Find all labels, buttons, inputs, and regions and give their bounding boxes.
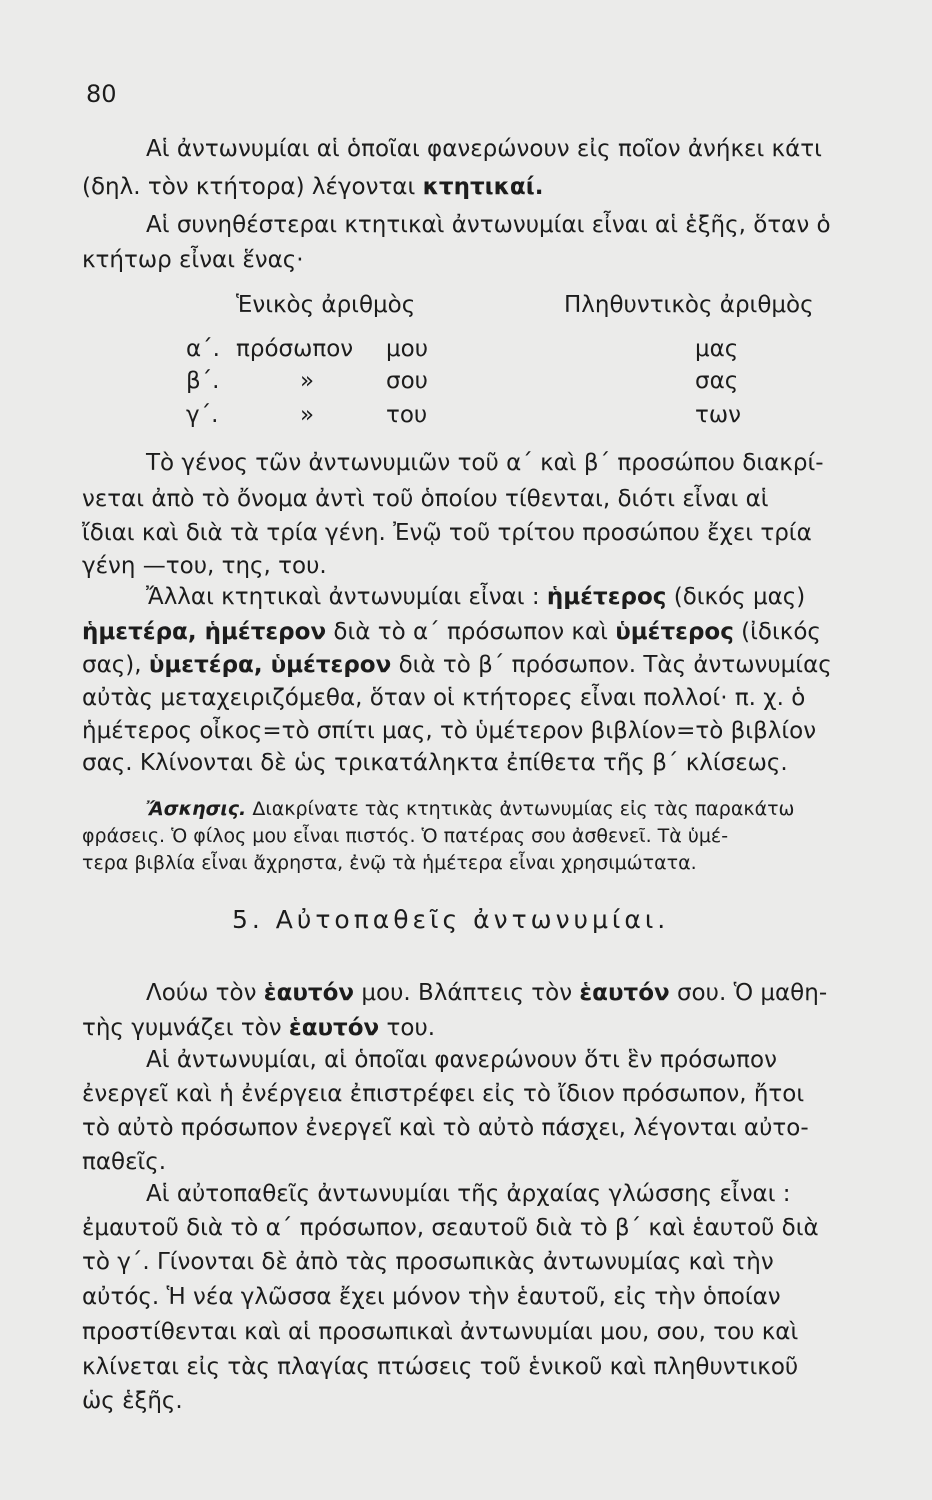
exercise-line: τερα βιβλία εἶναι ἄχρηστα, ἐνῷ τὰ ἡμέτερα εἶναι χρησιμώτατα. xyxy=(82,852,697,874)
text-span: (ἰδικός xyxy=(741,619,821,645)
text-span: του. xyxy=(386,1015,436,1041)
text-line: ἐνεργεῖ καὶ ἡ ἐνέργεια ἐπιστρέφει εἰς τὸ ἴδιον πρόσωπον, ἤτοι xyxy=(82,1081,805,1107)
text-line: τὸ γ΄. Γίνονται δὲ ἀπὸ τὰς προσωπικὰς ἀντωνυμίας καὶ τὴν xyxy=(82,1249,774,1275)
text-line: παθεῖς. xyxy=(82,1149,167,1175)
bold-term: ὑμέτερος xyxy=(615,619,734,645)
table-head-singular: Ἑνικὸς ἀριθμὸς xyxy=(236,292,416,318)
bold-term: ἑαυτόν xyxy=(288,1015,380,1041)
table-row-plural: μας xyxy=(695,336,739,362)
table-row-word: » xyxy=(300,402,315,428)
text-line: ἐμαυτοῦ διὰ τὸ α΄ πρόσωπον, σεαυτοῦ διὰ τὸ β΄ καὶ ἑαυτοῦ διὰ xyxy=(82,1215,819,1241)
table-row-num: β΄. xyxy=(186,368,220,394)
bold-term: ἑαυτόν xyxy=(263,980,355,1006)
text-line xyxy=(146,582,805,612)
text-line: προστίθενται καὶ αἱ προσωπικαὶ ἀντωνυμίαι μου, σου, του καὶ xyxy=(82,1319,799,1345)
text-line: αὐτός. Ἡ νέα γλῶσσα ἔχει μόνον τὴν ἑαυτοῦ, εἰς τὴν ὁποίαν xyxy=(82,1284,781,1310)
text-line: νεται ἀπὸ τὸ ὄνομα ἀντὶ τοῦ ὁποίου τίθενται, διότι εἶναι αἱ xyxy=(82,486,769,512)
text-span: (δηλ. τὸν κτήτορα) λέγονται xyxy=(82,174,416,200)
text-line: Τὸ γένος τῶν ἀντωνυμιῶν τοῦ α΄ καὶ β΄ προσώπου διακρί- xyxy=(146,450,824,476)
text-line: κτήτωρ εἶναι ἕνας· xyxy=(82,247,304,273)
text-span: μου. Βλάπτεις τὸν xyxy=(361,980,573,1006)
text-span: τὴς γυμνάζει τὸν xyxy=(82,1015,282,1041)
text-line: Αἱ ἀντωνυμίαι, αἱ ὁποῖαι φανερώνουν ὅτι ἓν πρόσωπον xyxy=(146,1047,777,1073)
exercise-line: φράσεις. Ὁ φίλος μου εἶναι πιστός. Ὁ πατέρας σου ἀσθενεῖ. Τὰ ὑμέ- xyxy=(82,825,729,847)
text-line: σας. Κλίνονται δὲ ὡς τρικατάληκτα ἐπίθετα τῆς β΄ κλίσεως. xyxy=(82,750,788,776)
table-row-singular: σου xyxy=(386,368,428,394)
exercise-label: Ἄσκησις. xyxy=(146,798,247,820)
text-line: κλίνεται εἰς τὰς πλαγίας πτώσεις τοῦ ἑνικοῦ καὶ πληθυντικοῦ xyxy=(82,1354,799,1380)
text-span: Λούω τὸν xyxy=(146,980,257,1006)
text-line xyxy=(82,650,832,680)
text-line: ἡμέτερος οἶκος=τὸ σπίτι μας, τὸ ὑμέτερον βιβλίον=τὸ βιβλίον xyxy=(82,718,817,744)
text-span: διὰ τὸ α΄ πρόσωπον καὶ xyxy=(333,619,608,645)
text-line: ἴδιαι καὶ διὰ τὰ τρία γένη. Ἐνῷ τοῦ τρίτου προσώπου ἔχει τρία xyxy=(82,520,812,546)
bold-term: ἑαυτόν xyxy=(579,980,670,1006)
text-line: αὐτὰς μεταχειριζόμεθα, ὅταν οἱ κτήτορες εἶναι πολλοί· π. χ. ὁ xyxy=(82,685,806,711)
table-row-num: α΄. xyxy=(186,336,220,362)
bold-term: κτητικαί. xyxy=(422,174,544,200)
text-line xyxy=(146,978,827,1008)
text-line xyxy=(82,617,821,647)
text-line: γένη —του, της, του. xyxy=(82,553,327,579)
exercise-line xyxy=(146,794,794,824)
text-span: (δικός μας) xyxy=(673,584,806,610)
text-line: ὡς ἑξῆς. xyxy=(82,1388,183,1414)
table-row-num: γ΄. xyxy=(186,402,219,428)
table-row-plural: των xyxy=(695,402,741,428)
text-line: Αἱ αὐτοπαθεῖς ἀντωνυμίαι τῆς ἀρχαίας γλώσσης εἶναι : xyxy=(146,1181,791,1207)
text-line: Αἱ ἀντωνυμίαι αἱ ὁποῖαι φανερώνουν εἰς ποῖον ἀνήκει κάτι xyxy=(146,136,822,162)
text-line: Αἱ συνηθέστεραι κτητικαὶ ἀντωνυμίαι εἶναι αἱ ἑξῆς, ὅταν ὁ xyxy=(146,212,831,238)
table-row-plural: σας xyxy=(695,368,739,394)
table-row-singular: του xyxy=(386,402,428,428)
text-span: Διακρίνατε τὰς κτητικὰς ἀντωνυμίας εἰς τὰς παρακάτω xyxy=(252,798,795,820)
bold-term: ἡμέτερος xyxy=(546,584,667,610)
table-row-singular: μου xyxy=(386,336,429,362)
text-line: τὸ αὐτὸ πρόσωπον ἐνεργεῖ καὶ τὸ αὐτὸ πάσχει, λέγονται αὐτο- xyxy=(82,1115,809,1141)
bold-term: ἡμετέρα, ἡμέτερον xyxy=(82,619,327,645)
text-line xyxy=(82,1013,435,1043)
text-span: διὰ τὸ β΄ πρόσωπον. Τὰς ἀντωνυμίας xyxy=(398,652,832,678)
bold-term: ὑμετέρα, ὑμέτερον xyxy=(148,652,392,678)
page-number: 80 xyxy=(86,80,117,108)
section-heading: 5. Αὐτοπαθεῖς ἀντωνυμίαι. xyxy=(232,905,670,934)
text-span: σου. Ὁ μαθη- xyxy=(676,980,828,1006)
text-span: σας), xyxy=(82,652,142,678)
table-head-plural: Πληθυντικὸς ἀριθμὸς xyxy=(564,292,814,318)
table-row-word: πρόσωπον xyxy=(236,336,354,362)
table-row-word: » xyxy=(300,368,315,394)
text-span: Ἄλλαι κτητικαὶ ἀντωνυμίαι εἶναι : xyxy=(146,584,540,610)
text-line xyxy=(82,172,543,202)
